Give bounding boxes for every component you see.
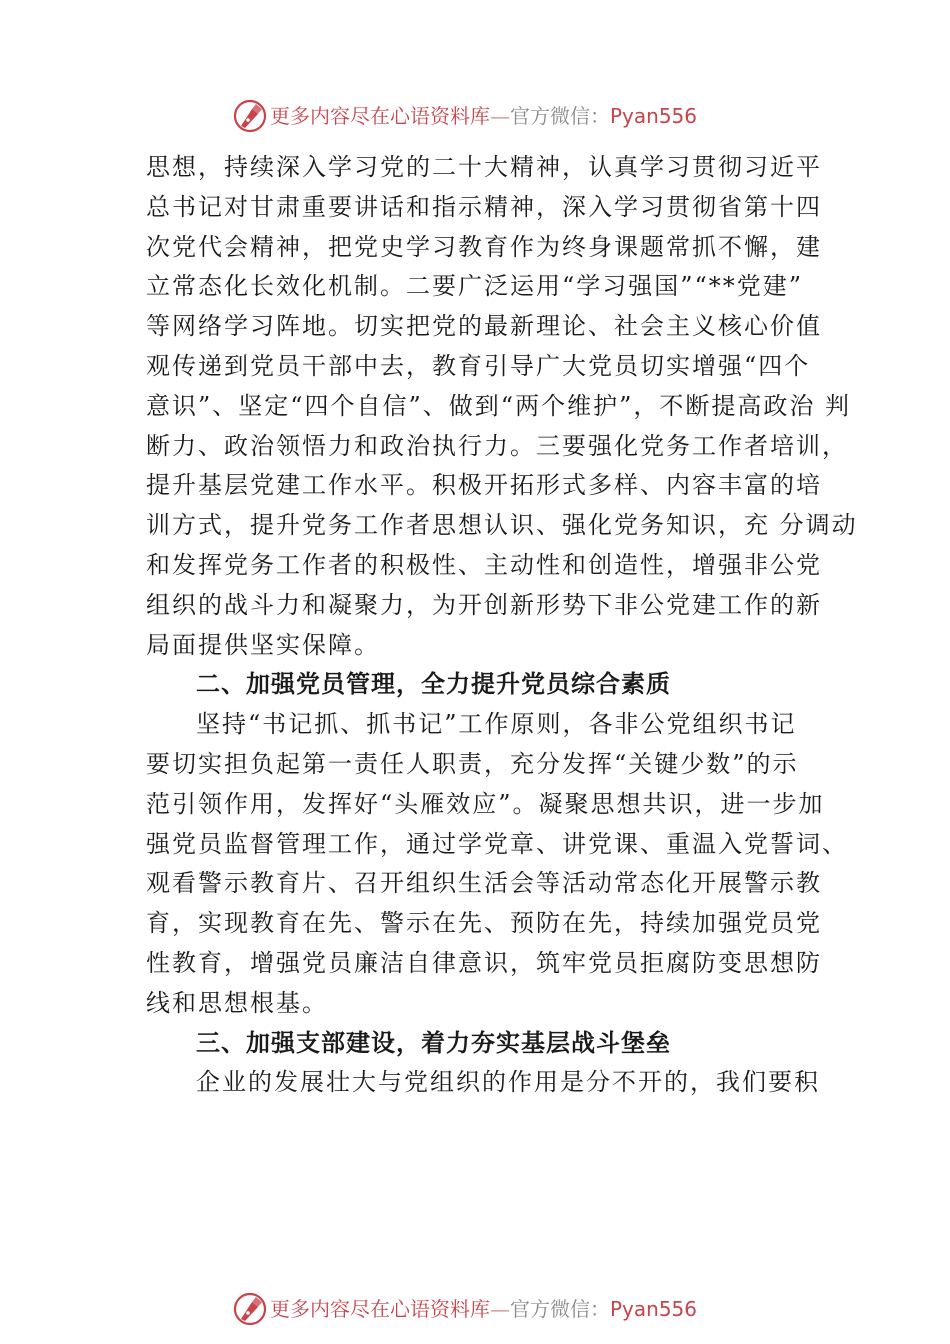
text-line: 观看警示教育片、召开组织生活会等活动常态化开展警示教 xyxy=(146,869,822,898)
watermark-text xyxy=(270,1297,697,1321)
text-line: 坚持“书记抓、抓书记”工作原则，各非公党组织书记 xyxy=(196,710,797,739)
text-line: 性教育，增强党员廉洁自律意识，筑牢党员拒腐防变思想防 xyxy=(146,948,822,977)
pen-nib-circle-icon xyxy=(232,98,268,134)
text-line: 组织的战斗力和凝聚力，为开创新形势下非公党建工作的新 xyxy=(146,590,822,619)
paragraph-3 xyxy=(146,1063,826,1103)
text-line: 和发挥党务工作者的积极性、主动性和创造性，增强非公党 xyxy=(146,550,822,579)
text-line: 提升基层党建工作水平。积极开拓形式多样、内容丰富的培 xyxy=(146,471,822,500)
text-line: 等网络学习阵地。切实把党的最新理论、社会主义核心价值 xyxy=(146,312,822,341)
footer-watermark xyxy=(0,1289,950,1329)
text-line: 局面提供坚实保障。 xyxy=(146,630,380,659)
watermark-library-name: 更多内容尽在心语资料库 xyxy=(270,104,490,128)
text-line: 训方式，提升党务工作者思想认识、强化党务知识，充 分调动 xyxy=(146,511,858,540)
watermark-official-label: 官方微信： xyxy=(510,1297,610,1321)
text-line: 次党代会精神，把党史学习教育作为终身课题常抓不懈，建 xyxy=(146,232,822,261)
text-line: 立常态化长效化机制。二要广泛运用“学习强国”“**党建” xyxy=(146,272,804,301)
watermark-account: Pyan556 xyxy=(610,1297,698,1321)
paragraph-1 xyxy=(146,148,858,665)
watermark-official-label: 官方微信： xyxy=(510,104,610,128)
watermark-account: Pyan556 xyxy=(610,104,698,128)
paragraph-2 xyxy=(146,705,848,1023)
text-line: 强党员监督管理工作，通过学党章、讲党课、重温入党誓词、 xyxy=(146,829,848,858)
text-line: 范引领作用，发挥好“头雁效应”。凝聚思想共识，进一步加 xyxy=(146,789,825,818)
text-line: 观传递到党员干部中去，教育引导广大党员切实增强“四个 xyxy=(146,351,811,380)
section-heading-3: 三、加强支部建设，着力夯实基层战斗堡垒 xyxy=(196,1028,671,1057)
watermark-library-name: 更多内容尽在心语资料库 xyxy=(270,1297,490,1321)
watermark-text xyxy=(270,104,697,128)
text-line: 育，实现教育在先、警示在先、预防在先，持续加强党员党 xyxy=(146,909,822,938)
text-line: 线和思想根基。 xyxy=(146,988,328,1017)
header-watermark xyxy=(0,96,950,136)
text-line: 断力、政治领悟力和政治执行力。三要强化党务工作者培训， xyxy=(146,431,848,460)
watermark-separator: — xyxy=(490,1297,510,1321)
text-line: 思想，持续深入学习党的二十大精神，认真学习贯彻习近平 xyxy=(146,153,822,181)
document-body xyxy=(146,148,858,1103)
text-line: 企业的发展壮大与党组织的作用是分不开的，我们要积 xyxy=(196,1068,820,1097)
section-heading-2: 二、加强党员管理，全力提升党员综合素质 xyxy=(196,670,671,699)
text-line: 总书记对甘肃重要讲话和指示精神，深入学习贯彻省第十四 xyxy=(146,192,822,221)
text-line: 意识”、坚定“四个自信”、做到“两个维护”，不断提高政治 判 xyxy=(146,391,851,420)
text-line: 要切实担负起第一责任人职责，充分发挥“关键少数”的示 xyxy=(146,749,799,778)
watermark-separator: — xyxy=(490,104,510,128)
pen-nib-circle-icon xyxy=(232,1291,268,1327)
